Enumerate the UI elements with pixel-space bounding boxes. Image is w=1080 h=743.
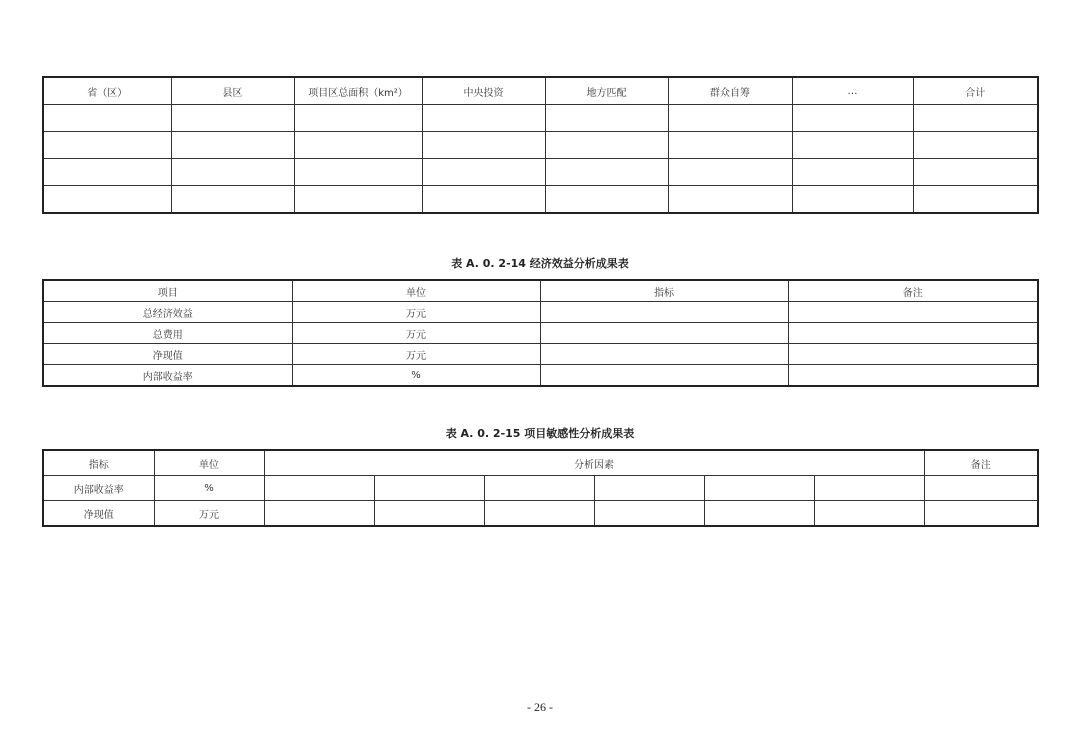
table-cell (788, 344, 1038, 365)
header-cell: 省（区） (43, 77, 171, 105)
table-cell (788, 365, 1038, 387)
table-cell: 总费用 (43, 323, 292, 344)
table-caption: 表 A. 0. 2-14 经济效益分析成果表 (451, 257, 629, 270)
header-cell: 单位 (154, 450, 264, 476)
table-cell (913, 132, 1038, 159)
table-cell (374, 501, 484, 527)
table-cell (545, 159, 668, 186)
table-row (43, 132, 1038, 159)
header-cell: … (792, 77, 913, 105)
table-header-row (43, 77, 1038, 105)
table-cell (294, 132, 422, 159)
table-cell (43, 186, 171, 214)
table-cell (374, 476, 484, 501)
header-cell: 地方匹配 (545, 77, 668, 105)
table-cell (540, 365, 788, 387)
table-cell (540, 302, 788, 323)
table-cell (484, 501, 594, 527)
table-cell (792, 105, 913, 132)
economic-benefit-table (42, 279, 1039, 387)
table-cell (814, 501, 924, 527)
table-row (43, 476, 1038, 501)
table-cell (545, 105, 668, 132)
table-cell (792, 159, 913, 186)
table-cell (171, 132, 294, 159)
table-cell (545, 186, 668, 214)
investment-table (42, 76, 1039, 214)
table-cell (924, 501, 1038, 527)
header-cell: 指标 (43, 450, 154, 476)
table-cell: 内部收益率 (43, 365, 292, 387)
sensitivity-analysis-table (42, 449, 1039, 527)
table-cell: 万元 (292, 344, 540, 365)
header-cell: 项目 (43, 280, 292, 302)
table-cell (814, 476, 924, 501)
table-cell (594, 501, 704, 527)
table-cell (171, 105, 294, 132)
table-row (43, 365, 1038, 387)
table-cell (264, 501, 374, 527)
table-cell (264, 476, 374, 501)
table-cell: 万元 (154, 501, 264, 527)
table-cell: % (292, 365, 540, 387)
header-cell: 中央投资 (422, 77, 545, 105)
header-cell: 项目区总面积（km²） (294, 77, 422, 105)
table-cell (788, 323, 1038, 344)
table-cell (294, 159, 422, 186)
table-row (43, 323, 1038, 344)
table-cell: 总经济效益 (43, 302, 292, 323)
table-cell (540, 344, 788, 365)
table-row (43, 302, 1038, 323)
table-cell (788, 302, 1038, 323)
table-cell (704, 501, 814, 527)
header-cell: 县区 (171, 77, 294, 105)
table-cell (422, 105, 545, 132)
table-cell (913, 105, 1038, 132)
table-cell (484, 476, 594, 501)
table-cell (704, 476, 814, 501)
header-cell: 单位 (292, 280, 540, 302)
table-row (43, 344, 1038, 365)
table-cell (422, 132, 545, 159)
header-cell: 群众自筹 (668, 77, 792, 105)
header-cell: 合计 (913, 77, 1038, 105)
table-cell: % (154, 476, 264, 501)
table-cell (43, 132, 171, 159)
table-cell (540, 323, 788, 344)
table-cell (913, 186, 1038, 214)
table-cell (668, 159, 792, 186)
table-cell: 万元 (292, 323, 540, 344)
table-cell (422, 159, 545, 186)
table-cell (171, 186, 294, 214)
table-cell (792, 186, 913, 214)
table-cell: 内部收益率 (43, 476, 154, 501)
header-cell: 备注 (924, 450, 1038, 476)
table-row (43, 501, 1038, 527)
page-number: - 26 - (527, 700, 553, 714)
header-cell: 指标 (540, 280, 788, 302)
table-cell (294, 186, 422, 214)
table-row (43, 159, 1038, 186)
table-cell (171, 159, 294, 186)
table-cell (594, 476, 704, 501)
table-header-row (43, 450, 1038, 476)
table-cell (913, 159, 1038, 186)
table-cell (294, 105, 422, 132)
table-cell: 净现值 (43, 344, 292, 365)
table-cell (792, 132, 913, 159)
header-cell: 分析因素 (264, 450, 924, 476)
table-cell (545, 132, 668, 159)
table-cell (43, 159, 171, 186)
table-cell (668, 132, 792, 159)
header-cell: 备注 (788, 280, 1038, 302)
table-caption: 表 A. 0. 2-15 项目敏感性分析成果表 (445, 427, 635, 440)
table-row (43, 105, 1038, 132)
table-cell (924, 476, 1038, 501)
table-cell: 净现值 (43, 501, 154, 527)
table-row (43, 186, 1038, 214)
table-cell (422, 186, 545, 214)
table-cell: 万元 (292, 302, 540, 323)
table-cell (668, 186, 792, 214)
table-cell (43, 105, 171, 132)
table-header-row (43, 280, 1038, 302)
table-cell (668, 105, 792, 132)
